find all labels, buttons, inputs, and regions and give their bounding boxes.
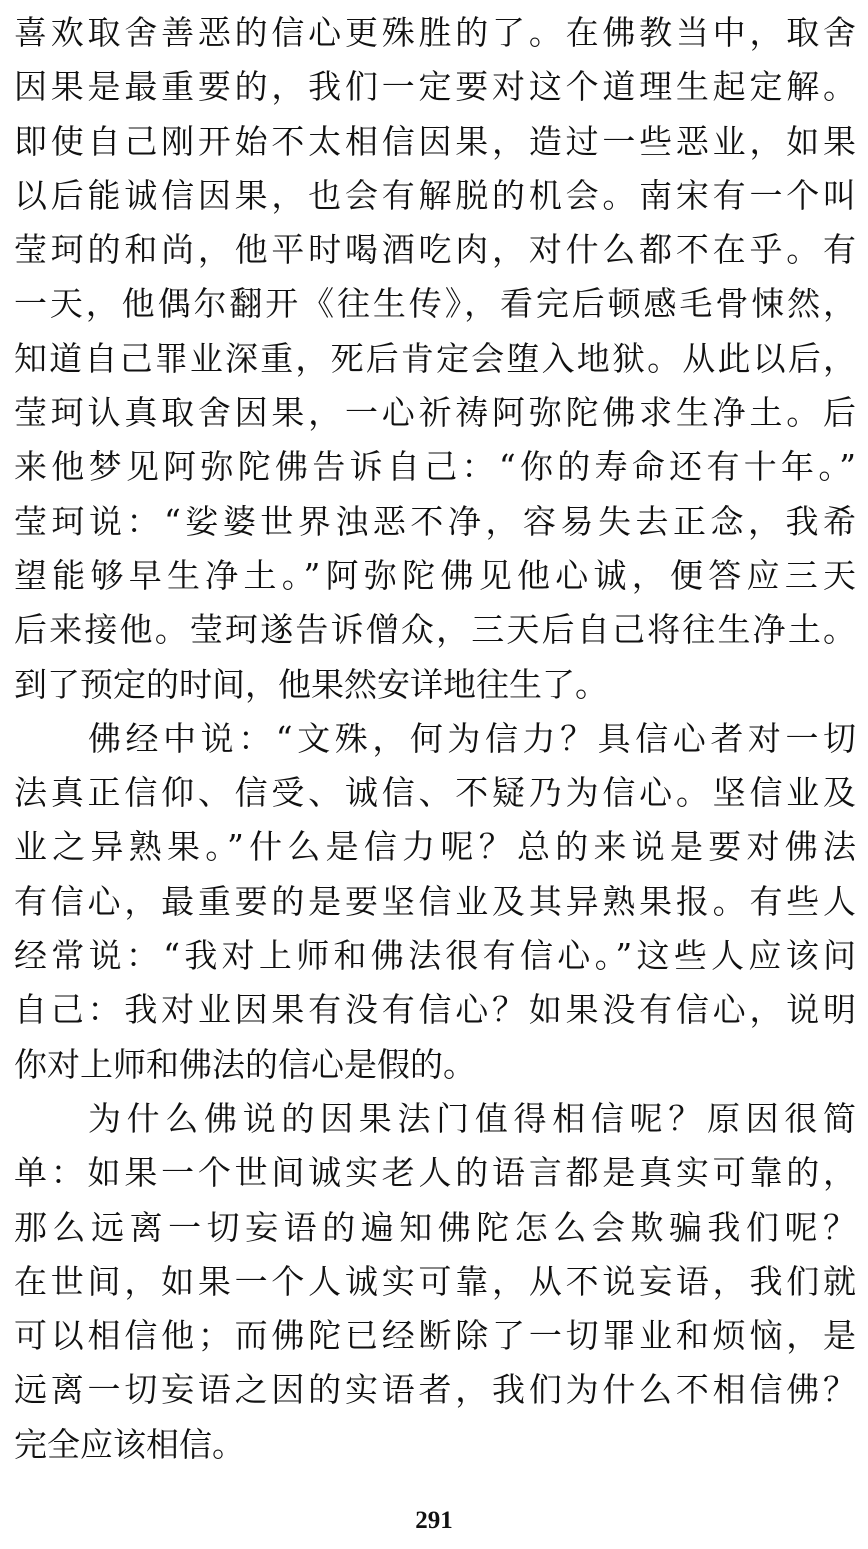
- text-line: 业之异熟果。”什么是信力呢？总的来说是要对佛法: [14, 827, 856, 867]
- text-line: 知道自己罪业深重，死后肯定会堕入地狱。从此以后，: [14, 338, 856, 378]
- text-line: 自己：我对业因果有没有信心？如果没有信心，说明: [14, 990, 856, 1030]
- text-line: 可以相信他；而佛陀已经断除了一切罪业和烦恼，是: [14, 1316, 856, 1356]
- text-line: 莹珂认真取舍因果，一心祈祷阿弥陀佛求生净土。后: [14, 393, 856, 433]
- text-line: 经常说：“我对上师和佛法很有信心。”这些人应该问: [14, 936, 856, 976]
- text-line: 一天，他偶尔翻开《往生传》，看完后顿感毛骨悚然，: [14, 284, 856, 324]
- text-line: 在世间，如果一个人诚实可靠，从不说妄语，我们就: [14, 1261, 856, 1301]
- text-line: 单：如果一个世间诚实老人的语言都是真实可靠的，: [14, 1153, 856, 1193]
- text-line: 有信心，最重要的是要坚信业及其异熟果报。有些人: [14, 881, 856, 921]
- text-line: 望能够早生净土。”阿弥陀佛见他心诚，便答应三天: [14, 555, 856, 595]
- text-line: 到了预定的时间，他果然安详地往生了。: [14, 664, 608, 704]
- text-line: 以后能诚信因果，也会有解脱的机会。南宋有一个叫: [14, 175, 856, 215]
- body-text: [14, 6, 856, 1472]
- text-line: 法真正信仰、信受、诚信、不疑乃为信心。坚信业及: [14, 773, 856, 813]
- text-line: 来他梦见阿弥陀佛告诉自己：“你的寿命还有十年。”: [14, 447, 856, 487]
- text-line: 那么远离一切妄语的遍知佛陀怎么会欺骗我们呢？: [14, 1207, 856, 1247]
- paragraph-first-line: 佛经中说：“文殊，何为信力？具信心者对一切: [88, 718, 856, 758]
- text-line: 远离一切妄语之因的实语者，我们为什么不相信佛？: [14, 1370, 856, 1410]
- text-line: 莹珂说：“娑婆世界浊恶不净，容易失去正念，我希: [14, 501, 856, 541]
- text-line: 即使自己刚开始不太相信因果，造过一些恶业，如果: [14, 121, 856, 161]
- paragraph-first-line: 为什么佛说的因果法门值得相信呢？原因很简: [88, 1098, 856, 1138]
- text-line: 后来接他。莹珂遂告诉僧众，三天后自己将往生净土。: [14, 610, 856, 650]
- text-line: 因果是最重要的，我们一定要对这个道理生起定解。: [14, 67, 856, 107]
- text-line: 莹珂的和尚，他平时喝酒吃肉，对什么都不在乎。有: [14, 230, 856, 270]
- text-line: 完全应该相信。: [14, 1424, 245, 1464]
- text-line: 喜欢取舍善恶的信心更殊胜的了。在佛教当中，取舍: [14, 13, 856, 52]
- page-number: 291: [415, 1507, 453, 1534]
- text-line: 你对上师和佛法的信心是假的。: [14, 1044, 476, 1084]
